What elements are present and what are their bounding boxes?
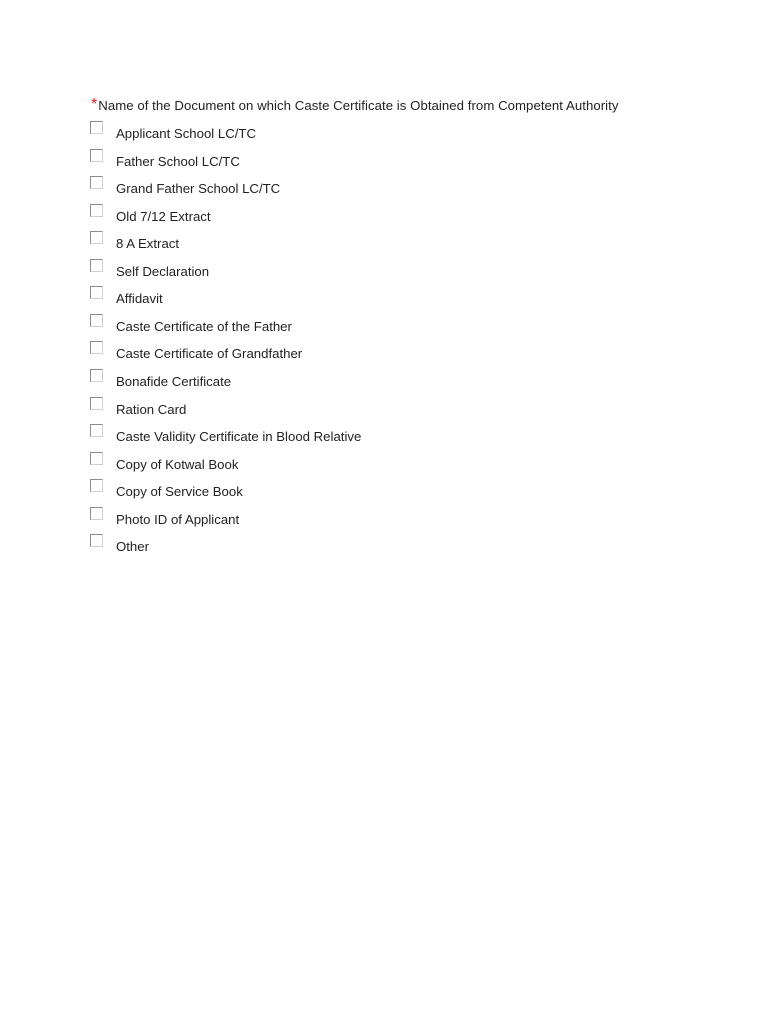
- required-marker: *: [91, 96, 98, 113]
- option-photo-id-of-applicant: [90, 507, 690, 531]
- option-label: Photo ID of Applicant: [116, 512, 240, 527]
- option-label: Grand Father School LC/TC: [116, 181, 281, 196]
- option-label: Caste Validity Certificate in Blood Relative: [116, 429, 362, 444]
- option-caste-certificate-grandfather: [90, 341, 690, 365]
- checkbox[interactable]: [90, 204, 103, 217]
- option-label: Old 7/12 Extract: [116, 209, 211, 224]
- option-label: Father School LC/TC: [116, 154, 240, 169]
- option-label: Caste Certificate of the Father: [116, 319, 292, 334]
- question-text: Name of the Document on which Caste Certificate is Obtained from Competent Authority: [98, 98, 619, 113]
- option-caste-validity-certificate: [90, 424, 690, 448]
- option-ration-card: [90, 397, 690, 421]
- option-copy-of-service-book: [90, 479, 690, 503]
- checkbox[interactable]: [90, 452, 103, 465]
- option-label: Applicant School LC/TC: [116, 126, 257, 141]
- option-other: [90, 534, 690, 558]
- question-label: [91, 96, 731, 116]
- option-label: Affidavit: [116, 291, 163, 306]
- checkbox[interactable]: [90, 286, 103, 299]
- checkbox[interactable]: [90, 121, 103, 134]
- option-caste-certificate-father: [90, 314, 690, 338]
- option-label: Copy of Kotwal Book: [116, 457, 239, 472]
- option-grand-father-school-lc-tc: [90, 176, 690, 200]
- option-8a-extract: [90, 231, 690, 255]
- checkbox[interactable]: [90, 507, 103, 520]
- option-label: Other: [116, 539, 149, 554]
- checkbox[interactable]: [90, 149, 103, 162]
- option-affidavit: [90, 286, 690, 310]
- checkbox[interactable]: [90, 231, 103, 244]
- checkbox[interactable]: [90, 176, 103, 189]
- checkbox[interactable]: [90, 424, 103, 437]
- option-father-school-lc-tc: [90, 149, 690, 173]
- option-label: Caste Certificate of Grandfather: [116, 346, 303, 361]
- checkbox[interactable]: [90, 341, 103, 354]
- option-label: 8 A Extract: [116, 236, 180, 251]
- option-self-declaration: [90, 259, 690, 283]
- checkbox[interactable]: [90, 314, 103, 327]
- checkbox[interactable]: [90, 369, 103, 382]
- checkbox[interactable]: [90, 534, 103, 547]
- option-label: Copy of Service Book: [116, 484, 243, 499]
- option-copy-of-kotwal-book: [90, 452, 690, 476]
- checkbox[interactable]: [90, 479, 103, 492]
- option-bonafide-certificate: [90, 369, 690, 393]
- checkbox[interactable]: [90, 259, 103, 272]
- option-label: Bonafide Certificate: [116, 374, 232, 389]
- checkbox[interactable]: [90, 397, 103, 410]
- option-label: Ration Card: [116, 402, 187, 417]
- option-old-7-12-extract: [90, 204, 690, 228]
- option-label: Self Declaration: [116, 264, 210, 279]
- option-applicant-school-lc-tc: [90, 121, 690, 145]
